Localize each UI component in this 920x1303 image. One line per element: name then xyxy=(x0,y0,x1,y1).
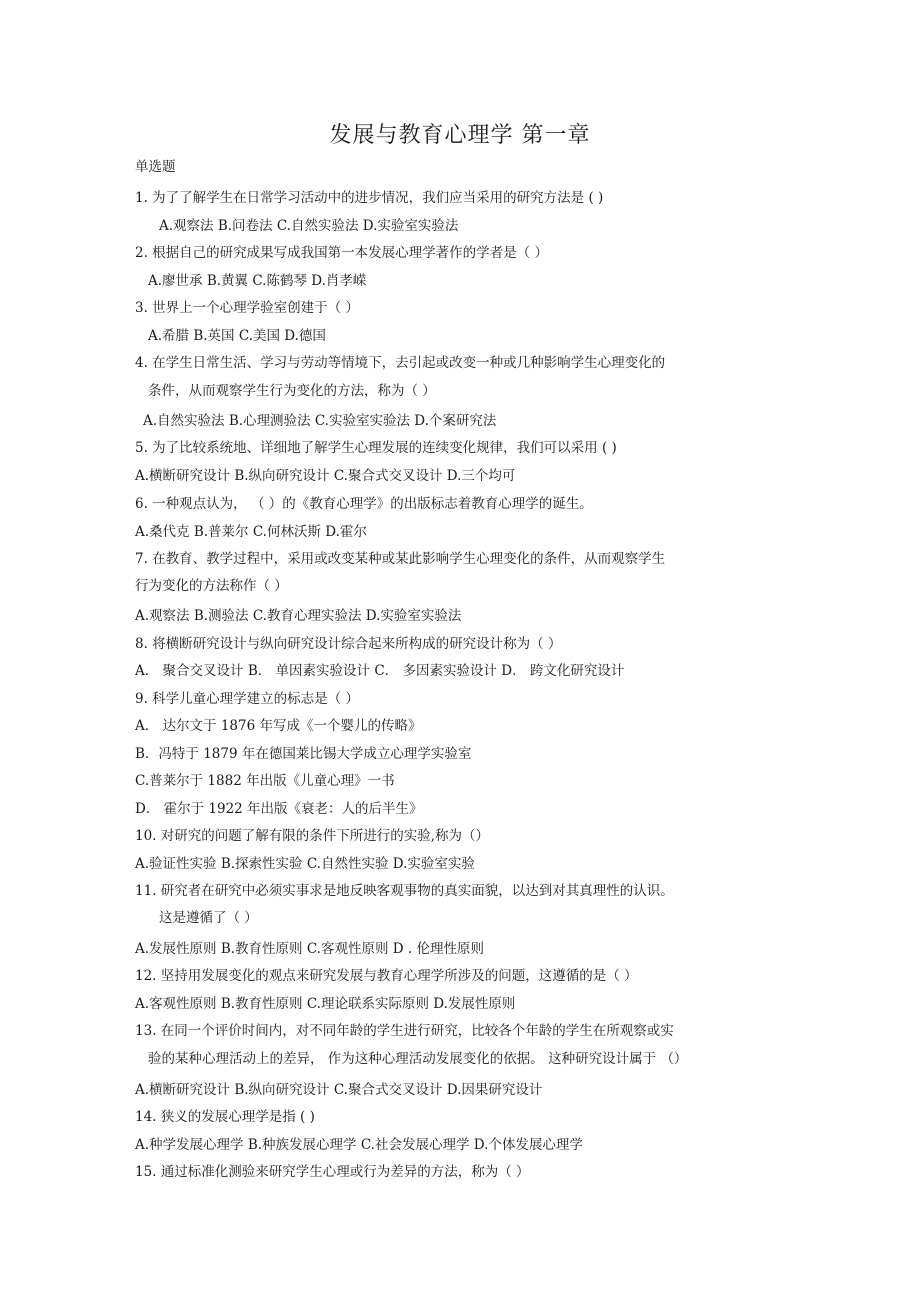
question-3-options: A.希腊 B.英国 C.美国 D.德国 xyxy=(148,328,326,344)
question-5: 5. 为了比较系统地、详细地了解学生心理发展的连续变化规律，我们可以采用 ( ) xyxy=(135,440,617,456)
question-12-options: A.客观性原则 B.教育性原则 C.理论联系实际原则 D.发展性原则 xyxy=(135,996,516,1012)
question-2: 2. 根据自己的研究成果写成我国第一本发展心理学著作的学者是（ ） xyxy=(135,245,548,261)
question-9-option-d: D． 霍尔于 1922 年出版《衰老：人的后半生》 xyxy=(135,801,423,817)
question-2-options: A.廖世承 B.黄翼 C.陈鹤琴 D.肖孝嵘 xyxy=(148,273,367,289)
question-7-continued: 行为变化的方法称作（ ） xyxy=(135,578,288,594)
question-5-options: A.横断研究设计 B.纵向研究设计 C.聚合式交叉设计 D.三个均可 xyxy=(135,468,516,484)
question-9-option-b: B．冯特于 1879 年在德国莱比锡大学成立心理学实验室 xyxy=(135,746,472,762)
question-11: 11. 研究者在研究中必须实事求是地反映客观事物的真实面貌，以达到对其真理性的认识。 xyxy=(135,883,674,899)
question-8-options: A． 聚合交叉设计 B． 单因素实验设计 C． 多因素实验设计 D． 跨文化研究设计 xyxy=(135,663,625,679)
question-9: 9. 科学儿童心理学建立的标志是（ ） xyxy=(135,691,359,707)
section-label: 单选题 xyxy=(135,159,176,175)
question-14-options: A.种学发展心理学 B.种族发展心理学 C.社会发展心理学 D.个体发展心理学 xyxy=(135,1137,583,1153)
question-14: 14. 狭义的发展心理学是指 ( ) xyxy=(135,1109,315,1125)
question-4-options: A.自然实验法 B.心理测验法 C.实验室实验法 D.个案研究法 xyxy=(143,413,497,429)
page-title: 发展与教育心理学 第一章 xyxy=(329,123,591,148)
question-3: 3. 世界上一个心理学验室创建于（ ） xyxy=(135,300,359,316)
question-1-options: A.观察法 B.问卷法 C.自然实验法 D.实验室实验法 xyxy=(159,218,459,234)
question-6-options: A.桑代克 B.普莱尔 C.何林沃斯 D.霍尔 xyxy=(135,524,367,540)
question-15: 15. 通过标准化测验来研究学生心理或行为差异的方法，称为（ ） xyxy=(135,1164,530,1180)
question-11-options: A.发展性原则 B.教育性原则 C.客观性原则 D . 伦理性原则 xyxy=(135,941,484,957)
question-10: 10. 对研究的问题了解有限的条件下所进行的实验,称为（） xyxy=(135,828,490,844)
question-13-options: A.横断研究设计 B.纵向研究设计 C.聚合式交叉设计 D.因果研究设计 xyxy=(135,1082,543,1098)
question-1: 1. 为了了解学生在日常学习活动中的进步情况，我们应当采用的研究方法是 ( ) xyxy=(135,190,604,206)
question-6: 6. 一种观点认为， （ ）的《教育心理学》的出版标志着教育心理学的诞生。 xyxy=(135,496,593,512)
question-10-options: A.验证性实验 B.探索性实验 C.自然性实验 D.实验室实验 xyxy=(135,856,475,872)
question-4-continued: 条件，从而观察学生行为变化的方法，称为（ ） xyxy=(148,383,436,399)
question-7: 7. 在教育、教学过程中，采用或改变某种或某此影响学生心理变化的条件，从而观察学生 xyxy=(135,551,666,567)
question-11-continued: 这是遵循了（ ） xyxy=(159,910,258,926)
question-7-options: A.观察法 B.测验法 C.教育心理实验法 D.实验室实验法 xyxy=(135,608,462,624)
question-4: 4. 在学生日常生活、学习与劳动等情境下，去引起或改变一种或几种影响学生心理变化的 xyxy=(135,355,666,371)
question-8: 8. 将横断研究设计与纵向研究设计综合起来所构成的研究设计称为（ ） xyxy=(135,636,562,652)
question-13: 13. 在同一个评价时间内，对不同年龄的学生进行研究，比较各个年龄的学生在所观察或实 xyxy=(135,1023,674,1039)
question-9-option-a: A． 达尔文于 1876 年写成《一个婴儿的传略》 xyxy=(135,718,422,734)
question-13-continued: 验的某种心理活动上的差异， 作为这种心理活动发展变化的依据。 这种研究设计属于 （） xyxy=(148,1051,688,1067)
question-9-option-c: C.普莱尔于 1882 年出版《儿童心理》一书 xyxy=(135,773,395,789)
question-12: 12. 坚持用发展变化的观点来研究发展与教育心理学所涉及的问题，这遵循的是（ ） xyxy=(135,968,638,984)
